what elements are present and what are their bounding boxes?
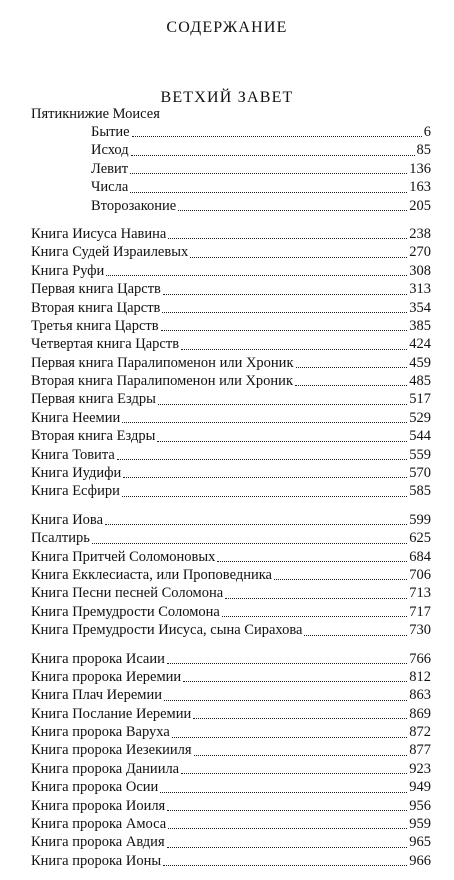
toc-entry-page-number: 424: [409, 336, 431, 353]
toc-entry[interactable]: [31, 833, 431, 851]
toc-entry-page-number: 385: [409, 317, 431, 334]
dot-leader: [132, 136, 422, 137]
dot-leader: [222, 616, 407, 617]
toc-entry-page-number: 713: [409, 585, 431, 602]
toc-entry-title: Книга Песни песней Соломона: [31, 585, 224, 602]
toc-list-prophets: [31, 650, 431, 871]
toc-entry[interactable]: [31, 778, 431, 796]
toc-entry[interactable]: [31, 446, 431, 464]
dot-leader: [181, 349, 407, 350]
toc-entry-title: Книга Екклесиаста, или Проповедника: [31, 566, 272, 583]
dot-leader: [225, 598, 407, 599]
toc-list-pentateuch: [31, 123, 431, 215]
dot-leader: [131, 155, 415, 156]
toc-entry-title: Исход: [91, 142, 129, 159]
toc-entry[interactable]: [31, 262, 431, 280]
toc-entry-title: Книга Премудрости Соломона: [31, 603, 220, 620]
toc-entry-title: Книга Руфи: [31, 262, 105, 279]
toc-entry[interactable]: [31, 409, 431, 427]
toc-entry[interactable]: [31, 705, 431, 723]
toc-entry-title: Левит: [91, 160, 129, 177]
toc-entry-page-number: 863: [409, 687, 431, 704]
toc-entry-title: Книга Премудрости Иисуса, сына Сирахова: [31, 622, 303, 639]
section-title: ВЕТХИЙ ЗАВЕТ: [160, 89, 294, 106]
toc-entry[interactable]: [31, 797, 431, 815]
toc-entry-title: Первая книга Царств: [31, 281, 161, 298]
dot-leader: [193, 718, 407, 719]
dot-leader: [183, 681, 407, 682]
toc-entry-title: Числа: [91, 179, 129, 196]
dot-leader: [106, 275, 407, 276]
toc-entry-title: Книга пророка Иоиля: [31, 797, 166, 814]
toc-entry[interactable]: [31, 123, 431, 141]
toc-entry-page-number: 706: [409, 566, 431, 583]
dot-leader: [117, 459, 407, 460]
toc-entry-page-number: 923: [409, 760, 431, 777]
toc-entry[interactable]: [31, 160, 431, 178]
toc-entry[interactable]: [31, 372, 431, 390]
toc-group-prophets: [31, 650, 431, 871]
toc-entry-title: Книга Иисуса Навина: [31, 225, 167, 242]
toc-entry-page-number: 965: [409, 834, 431, 851]
toc-entry-title: Книга пророка Варуха: [31, 724, 170, 741]
toc-entry-title: Книга Товита: [31, 446, 115, 463]
dot-leader: [130, 192, 407, 193]
toc-entry-page-number: 136: [409, 160, 431, 177]
toc-entry-title: Книга пророка Даниила: [31, 760, 180, 777]
toc-entry-page-number: 877: [409, 742, 431, 759]
toc-entry-title: Книга Судей Израилевых: [31, 244, 189, 261]
toc-entry-page-number: 730: [409, 622, 431, 639]
toc-entry[interactable]: [31, 354, 431, 372]
page-title: СОДЕРЖАНИЕ: [166, 19, 288, 36]
dot-leader: [164, 700, 407, 701]
toc-entry-page-number: 559: [409, 446, 431, 463]
toc-entry-page-number: 85: [416, 142, 431, 159]
toc-entry-title: Книга Есфири: [31, 483, 120, 500]
toc-entry[interactable]: [31, 686, 431, 704]
toc-entry-page-number: 717: [409, 603, 431, 620]
toc-entry-page-number: 949: [409, 779, 431, 796]
dot-leader: [163, 294, 407, 295]
toc-entry[interactable]: [31, 464, 431, 482]
toc-entry[interactable]: [31, 566, 431, 584]
toc-entry[interactable]: [31, 815, 431, 833]
toc-entry-title: Книга пророка Иеремии: [31, 668, 182, 685]
toc-list-historical: [31, 225, 431, 501]
toc-entry[interactable]: [31, 529, 431, 547]
dot-leader: [178, 210, 407, 211]
toc-entry[interactable]: [31, 280, 431, 298]
toc-entry[interactable]: [31, 335, 431, 353]
toc-entry-page-number: 585: [409, 483, 431, 500]
dot-leader: [158, 404, 407, 405]
toc-entry-title: Четвертая книга Царств: [31, 336, 180, 353]
toc-entry-page-number: 270: [409, 244, 431, 261]
toc-entry[interactable]: [31, 760, 431, 778]
dot-leader: [194, 755, 408, 756]
toc-entry-page-number: 869: [409, 705, 431, 722]
toc-entry-page-number: 459: [409, 354, 431, 371]
toc-entry[interactable]: [31, 548, 431, 566]
toc-entry[interactable]: [31, 141, 431, 159]
toc-entry-title: Вторая книга Царств: [31, 299, 161, 316]
toc-entry-title: Книга Плач Иеремии: [31, 687, 162, 704]
toc-entry-page-number: 529: [409, 409, 431, 426]
toc-entry[interactable]: [31, 427, 431, 445]
dot-leader: [181, 773, 407, 774]
toc-entry[interactable]: [31, 178, 431, 196]
dot-leader: [160, 792, 407, 793]
toc-entry-title: Третья книга Царств: [31, 317, 159, 334]
toc-group-historical: [31, 225, 431, 501]
toc-entry-page-number: 959: [409, 816, 431, 833]
dot-leader: [161, 330, 408, 331]
toc-entry-page-number: 956: [409, 797, 431, 814]
toc-entry[interactable]: [31, 603, 431, 621]
toc-entry-page-number: 570: [409, 465, 431, 482]
dot-leader: [172, 737, 407, 738]
toc-entry-page-number: 163: [409, 179, 431, 196]
toc-entry[interactable]: [31, 243, 431, 261]
toc-entry-title: Вторая книга Паралипоменон или Хроник: [31, 373, 293, 390]
dot-leader: [274, 579, 407, 580]
dot-leader: [122, 496, 407, 497]
toc-entry-title: Книга пророка Осии: [31, 779, 159, 796]
toc-entry-page-number: 625: [409, 530, 431, 547]
toc-entry[interactable]: [31, 852, 431, 870]
toc-entry[interactable]: [31, 225, 431, 243]
toc-entry[interactable]: [31, 742, 431, 760]
toc-entry-title: Второзаконие: [91, 197, 177, 214]
dot-leader: [167, 810, 407, 811]
toc-entry[interactable]: [31, 668, 431, 686]
toc-entry-title: Книга пророка Амоса: [31, 816, 167, 833]
dot-leader: [162, 312, 407, 313]
table-of-contents: [31, 105, 431, 880]
toc-entry-title: Первая книга Паралипоменон или Хроник: [31, 354, 294, 371]
toc-entry-page-number: 517: [409, 391, 431, 408]
toc-entry-title: Книга пророка Ионы: [31, 852, 162, 869]
dot-leader: [296, 367, 408, 368]
toc-entry-page-number: 354: [409, 299, 431, 316]
toc-entry[interactable]: [31, 621, 431, 639]
toc-group-heading: Пятикнижие Моисея: [31, 106, 160, 122]
dot-leader: [304, 635, 407, 636]
toc-entry-page-number: 766: [409, 650, 431, 667]
toc-entry-page-number: 238: [409, 225, 431, 242]
toc-entry-title: Книга Иова: [31, 511, 104, 528]
toc-entry-title: Книга Неемии: [31, 409, 121, 426]
toc-entry-title: Первая книга Ездры: [31, 391, 156, 408]
dot-leader: [105, 524, 407, 525]
dot-leader: [163, 865, 407, 866]
toc-group-pentateuch: [31, 105, 431, 215]
toc-entry[interactable]: [31, 650, 431, 668]
toc-entry-page-number: 599: [409, 511, 431, 528]
toc-entry-page-number: 872: [409, 724, 431, 741]
toc-entry-title: Псалтирь: [31, 530, 90, 547]
toc-entry[interactable]: [31, 299, 431, 317]
toc-list-wisdom: [31, 511, 431, 640]
dot-leader: [157, 441, 407, 442]
toc-entry[interactable]: [31, 317, 431, 335]
toc-group-wisdom: [31, 511, 431, 640]
toc-entry-page-number: 966: [409, 852, 431, 869]
toc-entry-page-number: 313: [409, 281, 431, 298]
toc-entry-page-number: 205: [409, 197, 431, 214]
toc-entry-page-number: 485: [409, 373, 431, 390]
toc-entry[interactable]: [31, 482, 431, 500]
toc-entry-page-number: 684: [409, 548, 431, 565]
toc-entry-title: Книга Притчей Соломоновых: [31, 548, 216, 565]
dot-leader: [92, 543, 407, 544]
toc-entry-title: Книга пророка Иезекииля: [31, 742, 192, 759]
dot-leader: [168, 828, 407, 829]
toc-entry-page-number: 6: [423, 123, 431, 140]
dot-leader: [123, 477, 407, 478]
toc-entry-title: Книга Послание Иеремии: [31, 705, 192, 722]
toc-entry-title: Бытие: [91, 123, 130, 140]
toc-entry[interactable]: [31, 723, 431, 741]
toc-entry-title: Вторая книга Ездры: [31, 428, 156, 445]
toc-entry[interactable]: [31, 197, 431, 215]
toc-entry[interactable]: [31, 390, 431, 408]
dot-leader: [122, 422, 407, 423]
toc-entry-title: Книга Иудифи: [31, 465, 122, 482]
dot-leader: [130, 173, 407, 174]
toc-entry-page-number: 544: [409, 428, 431, 445]
dot-leader: [167, 847, 408, 848]
toc-entry-title: Книга пророка Авдия: [31, 834, 165, 851]
dot-leader: [190, 257, 407, 258]
dot-leader: [217, 561, 407, 562]
dot-leader: [167, 663, 407, 664]
toc-entry[interactable]: [31, 511, 431, 529]
dot-leader: [168, 238, 407, 239]
toc-entry[interactable]: [31, 584, 431, 602]
dot-leader: [295, 385, 407, 386]
toc-entry-page-number: 308: [409, 262, 431, 279]
toc-entry-page-number: 812: [409, 668, 431, 685]
toc-entry-title: Книга пророка Исаии: [31, 650, 165, 667]
